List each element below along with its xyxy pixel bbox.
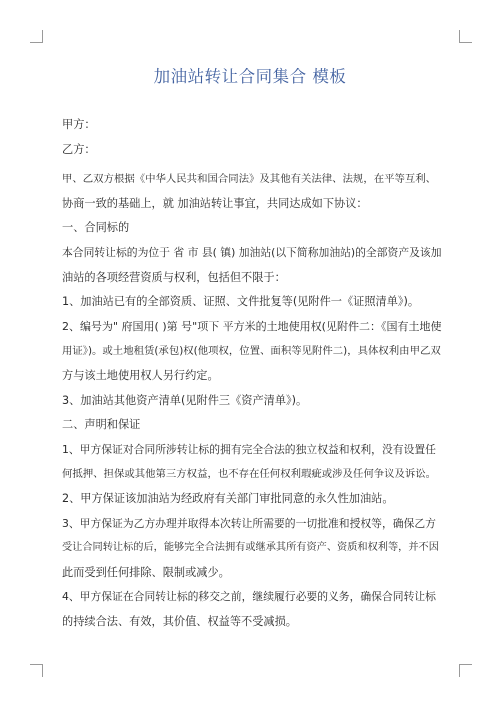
section-heading: 一、合同标的 (62, 221, 130, 235)
paragraph-line: 3、甲方保证为乙方办理并取得本次转让所需要的一切批准和授权等，确保乙方 (62, 516, 436, 530)
paragraph-line: 4、甲方保证在合同转让标的移交之前，继续履行必要的义务，确保合同转让标 (62, 590, 436, 604)
paragraph-line: 3、加油站其他资产清单(见附件三《资产清单》)。 (62, 393, 308, 407)
corner-mark-top-left (30, 30, 43, 43)
paragraph-line: 此而受到任何排除、限制或减少。 (62, 565, 230, 579)
paragraph-line: 1、甲方保证对合同所涉转让标的拥有完全合法的独立权益和权利，没有设置任 (62, 442, 436, 456)
paragraph-line: 油站的各项经营资质与权利，包括但不限于： (62, 270, 286, 284)
paragraph-line: 2、编号为" 府国用( )第 号"项下 平方米的土地使用权(见附件二：《国有土地使 (62, 319, 442, 333)
section-heading: 二、声明和保证 (62, 418, 141, 432)
document-body (62, 113, 442, 634)
paragraph-line: 1、加油站已有的全部资质、证照、文件批复等(见附件一《证照清单》)。 (62, 295, 420, 309)
corner-mark-top-right (459, 30, 472, 43)
paragraph-line: 用证》)。或土地租赁(承包)权(他项权，位置、面积等见附件二)，具体权利由甲乙双 (62, 345, 441, 358)
paragraph-line: 本合同转让标的为位于 省 市 县( 镇) 加油站(以下简称加油站)的全部资产及该加 (62, 245, 442, 259)
document-title: 加油站转让合同集合 模板 (153, 67, 347, 86)
party-b-line: 乙方： (62, 142, 96, 156)
corner-mark-bottom-left (30, 664, 43, 677)
paragraph-line: 何抵押、担保或其他第三方权益，也不存在任何权利瑕疵或涉及任何争议及诉讼。 (62, 468, 437, 481)
paragraph-line: 2、甲方保证该加油站为经政府有关部门审批同意的永久性加油站。 (62, 491, 394, 505)
corner-mark-bottom-right (459, 664, 472, 677)
paragraph-line: 受让合同转让标的后，能够完全合法拥有或继承其所有资产、资质和权利等，并不因 (62, 542, 439, 554)
paragraph-line: 的持续合法、有效，其价值、权益等不受减损。 (62, 614, 297, 628)
paragraph-line: 协商一致的基础上，就 加油站转让事宜，共同达成如下协议： (62, 196, 368, 210)
paragraph-line: 方与该土地使用权人另行约定。 (62, 368, 219, 382)
party-a-line: 甲方： (62, 118, 96, 131)
paragraph-line: 甲、乙双方根据《中华人民共和国合同法》及其他有关法律、法规，在平等互利、 (62, 173, 437, 186)
